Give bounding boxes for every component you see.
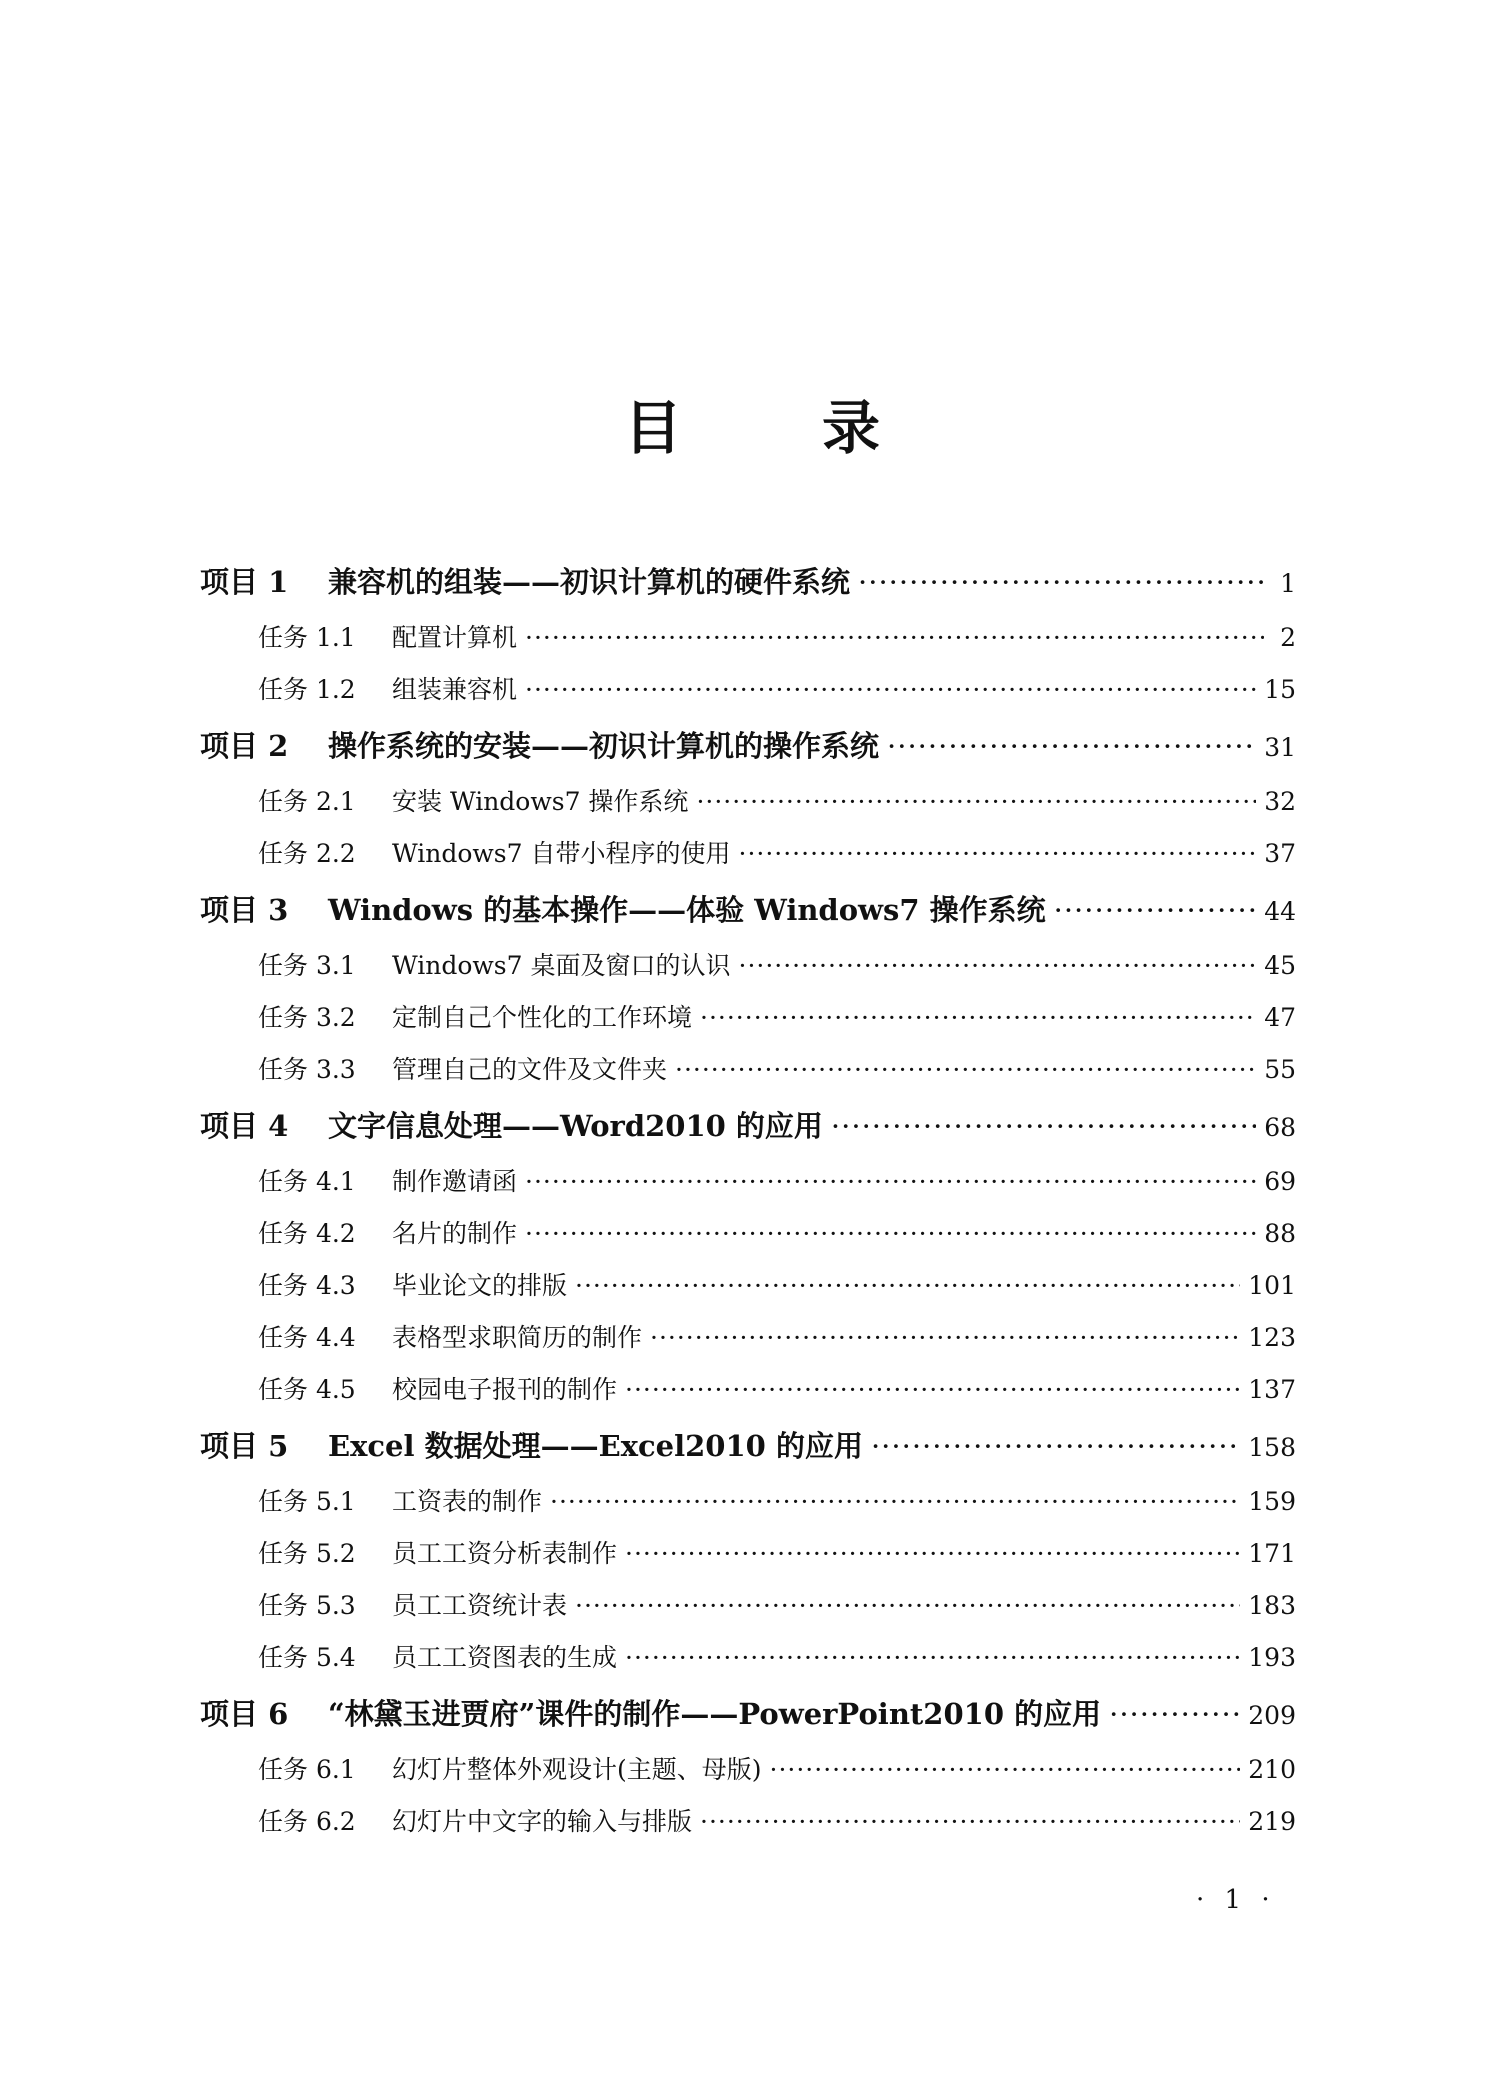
dot-leader <box>871 1416 1240 1476</box>
entry-number: 项目 3 <box>200 893 289 927</box>
toc-entry-task[interactable] <box>200 1528 1296 1580</box>
toc-entry-task[interactable] <box>200 1260 1296 1312</box>
entry-page-number: 55 <box>1264 1055 1296 1084</box>
toc-entry-task[interactable] <box>200 1364 1296 1416</box>
toc-entry-task[interactable] <box>200 1476 1296 1528</box>
dot-leader <box>700 992 1256 1044</box>
entry-page-number: 123 <box>1248 1323 1296 1352</box>
toc-entry-task[interactable] <box>200 1632 1296 1684</box>
entry-number: 项目 2 <box>200 729 289 763</box>
entry-title: Windows 的基本操作——体验 Windows7 操作系统 <box>328 893 1046 927</box>
entry-number: 任务 4.4 <box>258 1323 356 1352</box>
toc-entry-task[interactable] <box>200 1156 1296 1208</box>
dot-leader <box>550 1476 1240 1528</box>
dot-leader <box>525 1208 1256 1260</box>
page-folio: · 1 · <box>1196 1885 1276 1915</box>
toc-entry-project[interactable] <box>200 880 1296 940</box>
entry-title: 兼容机的组装——初识计算机的硬件系统 <box>328 565 851 599</box>
dot-leader <box>650 1312 1240 1364</box>
entry-title: 工资表的制作 <box>392 1487 543 1516</box>
entry-number: 项目 4 <box>200 1109 289 1143</box>
toc-entry-task[interactable] <box>200 1312 1296 1364</box>
toc-entry-task[interactable] <box>200 992 1296 1044</box>
entry-page-number: 47 <box>1264 1003 1296 1032</box>
entry-number: 任务 6.1 <box>258 1755 356 1784</box>
entry-page-number: 210 <box>1248 1755 1296 1784</box>
entry-number: 任务 5.3 <box>258 1591 356 1620</box>
entry-page-number: 209 <box>1248 1701 1296 1730</box>
entry-title: 名片的制作 <box>392 1219 518 1248</box>
entry-number: 任务 6.2 <box>258 1807 356 1836</box>
entry-page-number: 158 <box>1248 1433 1296 1462</box>
toc-entry-task[interactable] <box>200 940 1296 992</box>
entry-number: 任务 4.1 <box>258 1167 356 1196</box>
dot-leader <box>575 1580 1240 1632</box>
toc-entry-project[interactable] <box>200 552 1296 612</box>
dot-leader <box>525 612 1264 664</box>
toc-entry-task[interactable] <box>200 1044 1296 1096</box>
entry-title: Windows7 桌面及窗口的认识 <box>392 951 731 980</box>
entry-page-number: 101 <box>1248 1271 1296 1300</box>
entry-number: 任务 3.2 <box>258 1003 356 1032</box>
toc-entry-project[interactable] <box>200 1096 1296 1156</box>
toc-entry-task[interactable] <box>200 1796 1296 1848</box>
toc-entry-task[interactable] <box>200 828 1296 880</box>
entry-title: 幻灯片整体外观设计(主题、母版) <box>392 1755 762 1784</box>
entry-title: 毕业论文的排版 <box>392 1271 568 1300</box>
toc-entry-project[interactable] <box>200 716 1296 776</box>
entry-page-number: 31 <box>1264 733 1296 762</box>
dot-leader <box>700 1796 1240 1848</box>
entry-title: 员工工资分析表制作 <box>392 1539 618 1568</box>
entry-title: 管理自己的文件及文件夹 <box>392 1055 668 1084</box>
entry-page-number: 159 <box>1248 1487 1296 1516</box>
entry-title: 校园电子报刊的制作 <box>392 1375 618 1404</box>
entry-title: Excel 数据处理——Excel2010 的应用 <box>328 1429 863 1463</box>
entry-number: 任务 2.2 <box>258 839 356 868</box>
entry-title: “林黛玉进贾府”课件的制作——PowerPoint2010 的应用 <box>328 1697 1102 1731</box>
toc-entry-task[interactable] <box>200 776 1296 828</box>
entry-number: 项目 5 <box>200 1429 289 1463</box>
entry-number: 任务 1.2 <box>258 675 356 704</box>
toc-entry-project[interactable] <box>200 1684 1296 1744</box>
entry-number: 任务 4.3 <box>258 1271 356 1300</box>
dot-leader <box>525 664 1256 716</box>
entry-page-number: 15 <box>1264 675 1296 704</box>
toc-entry-task[interactable] <box>200 1580 1296 1632</box>
entry-title: 定制自己个性化的工作环境 <box>392 1003 693 1032</box>
entry-title: 员工工资统计表 <box>392 1591 568 1620</box>
entry-number: 项目 1 <box>200 565 289 599</box>
entry-page-number: 68 <box>1264 1113 1296 1142</box>
toc-entry-task[interactable] <box>200 664 1296 716</box>
entry-page-number: 137 <box>1248 1375 1296 1404</box>
dot-leader <box>1054 880 1257 940</box>
dot-leader <box>625 1364 1240 1416</box>
entry-number: 任务 5.2 <box>258 1539 356 1568</box>
entry-page-number: 2 <box>1280 623 1296 652</box>
dot-leader <box>696 776 1256 828</box>
entry-page-number: 32 <box>1264 787 1296 816</box>
entry-title: 表格型求职简历的制作 <box>392 1323 643 1352</box>
dot-leader <box>525 1156 1256 1208</box>
entry-number: 任务 1.1 <box>258 623 356 652</box>
entry-title: 配置计算机 <box>392 623 518 652</box>
entry-page-number: 183 <box>1248 1591 1296 1620</box>
page-title: 目录 <box>623 394 1020 462</box>
entry-page-number: 193 <box>1248 1643 1296 1672</box>
entry-number: 任务 3.1 <box>258 951 356 980</box>
entry-page-number: 171 <box>1248 1539 1296 1568</box>
entry-page-number: 1 <box>1280 569 1296 598</box>
entry-number: 任务 5.1 <box>258 1487 356 1516</box>
dot-leader <box>625 1632 1240 1684</box>
dot-leader <box>770 1744 1241 1796</box>
dot-leader <box>858 552 1264 612</box>
dot-leader <box>739 940 1257 992</box>
entry-page-number: 219 <box>1248 1807 1296 1836</box>
toc-entry-task[interactable] <box>200 612 1296 664</box>
entry-page-number: 69 <box>1264 1167 1296 1196</box>
entry-number: 任务 4.2 <box>258 1219 356 1248</box>
toc-entry-task[interactable] <box>200 1744 1296 1796</box>
dot-leader <box>887 716 1256 776</box>
entry-title: 员工工资图表的生成 <box>392 1643 618 1672</box>
entry-page-number: 45 <box>1264 951 1296 980</box>
entry-title: 幻灯片中文字的输入与排版 <box>392 1807 693 1836</box>
dot-leader <box>831 1096 1256 1156</box>
table-of-contents <box>200 552 1296 1848</box>
entry-number: 任务 4.5 <box>258 1375 356 1404</box>
entry-number: 任务 2.1 <box>258 787 356 816</box>
dot-leader <box>625 1528 1240 1580</box>
entry-title: 安装 Windows7 操作系统 <box>392 787 689 816</box>
entry-title: 操作系统的安装——初识计算机的操作系统 <box>328 729 880 763</box>
entry-title: 制作邀请函 <box>392 1167 518 1196</box>
entry-page-number: 88 <box>1264 1219 1296 1248</box>
entry-number: 项目 6 <box>200 1697 289 1731</box>
entry-number: 任务 3.3 <box>258 1055 356 1084</box>
entry-number: 任务 5.4 <box>258 1643 356 1672</box>
toc-entry-project[interactable] <box>200 1416 1296 1476</box>
toc-entry-task[interactable] <box>200 1208 1296 1260</box>
dot-leader <box>675 1044 1256 1096</box>
entry-title: Windows7 自带小程序的使用 <box>392 839 731 868</box>
entry-page-number: 37 <box>1264 839 1296 868</box>
entry-page-number: 44 <box>1264 897 1296 926</box>
dot-leader <box>575 1260 1240 1312</box>
dot-leader <box>1109 1684 1240 1744</box>
entry-title: 文字信息处理——Word2010 的应用 <box>328 1109 823 1143</box>
dot-leader <box>739 828 1257 880</box>
entry-title: 组装兼容机 <box>392 675 518 704</box>
